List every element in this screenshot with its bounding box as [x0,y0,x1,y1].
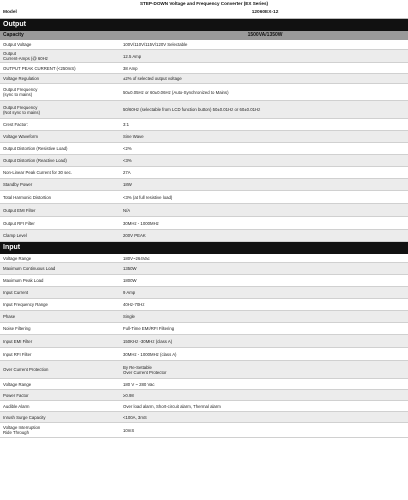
spec-row [0,131,408,143]
spec-row [0,323,408,335]
spec-row [0,254,408,263]
spec-value: 200V PEAK [123,233,146,238]
spec-row [0,40,408,50]
spec-label: Output Voltage [3,42,32,47]
spec-label: Voltage Waveform [3,134,38,139]
spec-row [0,275,408,287]
spec-row [0,263,408,275]
model-label: Model [3,10,17,15]
spec-row [0,361,408,379]
spec-value: <100A, 3mS [123,414,147,420]
spec-value: 50±0.05Hz or 60±0.06Hz (Auto-Synchronized to Mains) [123,89,229,95]
spec-value: 150KHz -30MHz (class A) [123,338,173,344]
spec-row [0,179,408,191]
spec-label: Audible Alarm [3,403,30,409]
spec-row [0,423,408,438]
spec-row [0,63,408,74]
spec-row [0,143,408,155]
spec-value: 30MHz - 1000MHz (class A) [123,351,177,357]
spec-row [0,155,408,167]
spec-label: Output RFI Filter [3,220,35,226]
spec-value: <3% [123,158,132,163]
spec-label: Input Current [3,290,29,295]
capacity-row [0,31,408,40]
spec-label: Maximum Continuous Load [3,266,56,271]
spec-value: By Re-Settable Over Current Protector [123,364,167,375]
spec-label: Input EMI Filter [3,338,33,344]
spec-value: 180 V ~ 280 Vac [123,381,155,387]
spec-row [0,101,408,119]
spec-label: Inrush Surge Capacity [3,414,46,420]
spec-row [0,390,408,401]
spec-label: Voltage Range [3,381,32,387]
capacity-label: Capacity [3,32,24,38]
spec-row [0,311,408,323]
spec-label: Input Frequency Range [3,302,48,307]
spec-label: Input RFI Filter [3,351,32,357]
spec-value: 18W [123,182,132,187]
spec-value: <3% (at full resistive load) [123,194,173,200]
spec-value: 12.5 Amp [123,53,142,59]
spec-value: ≥0.98 [123,392,134,398]
spec-value: 40Hz-70Hz [123,302,145,307]
spec-row [0,84,408,101]
spec-value: 1800W [123,278,137,283]
capacity-value: 1500VA/1350W [247,32,283,38]
spec-label: Over Current Protection [3,367,49,372]
spec-row [0,191,408,204]
spec-label: Crest Factor: [3,122,28,127]
spec-value: Full-Time EMI/RFI Filtering [123,326,175,331]
spec-value: 1350W [123,266,137,271]
input-section-heading: Input [0,242,408,254]
spec-label: Output Distortion (Reactive Load) [3,158,67,163]
spec-row [0,204,408,217]
spec-label: Output Current-Amps (@ 60Hz [3,51,48,61]
spec-label: Voltage Interruption Ride Through [3,425,41,435]
spec-row [0,412,408,423]
spec-value: Sine Wave [123,134,144,139]
spec-label: Power Factor [3,392,29,398]
spec-value: Single [123,314,135,319]
spec-value: 9 Amp [123,290,136,295]
spec-value: ±2% of selected output voltage [123,76,182,81]
spec-value: <2% [123,146,132,151]
spec-label: Clamp Level [3,233,27,238]
page-title: STEP-DOWN Voltage and Frequency Converter (EX Series) [139,1,269,6]
spec-row [0,335,408,348]
spec-row [0,379,408,390]
spec-row [0,287,408,299]
spec-row [0,230,408,242]
spec-label: Non-Linear Peak Current for 30 sec. [3,170,73,175]
spec-label: Standby Power [3,182,33,187]
spec-value: Over load alarm, Short-circuit alarm, Thermal alarm [123,403,221,409]
spec-label: Noise Filtering [3,326,31,331]
spec-label: Phase [3,314,16,319]
spec-row [0,119,408,131]
spec-value: 30MHz - 1000MHz [123,220,159,226]
output-section-heading: Output [0,19,408,31]
spec-label: Total Harmonic Distortion [3,194,51,200]
spec-label: Output Frequency (sync to mains) [3,87,38,97]
spec-value: N/A [123,207,131,213]
output-spec-table [0,40,408,242]
spec-value: 10mS [123,427,135,433]
spec-label: Output Frequency (Not sync to mains) [3,104,41,115]
model-row [0,8,408,19]
spec-label: Voltage Range [3,255,32,261]
spec-value: 180V~264Vac [123,255,150,261]
model-value: 12060EX-12 [251,10,279,15]
spec-label: Output EMI Filter [3,207,36,213]
spec-row [0,50,408,63]
spec-row [0,167,408,179]
spec-value: 3:1 [123,122,129,127]
spec-row [0,74,408,84]
spec-value: 38 Amp [123,65,138,71]
spec-label: Maximum Peak Load [3,278,44,283]
spec-value: 100V/110V/115V/120V Selectable [123,42,188,47]
spec-label: OUTPUT PEAK CURRENT (<250mS) [3,65,76,71]
spec-row [0,217,408,230]
spec-row [0,299,408,311]
spec-row [0,348,408,361]
spec-value: 27A [123,170,131,175]
spec-row [0,401,408,412]
spec-label: Voltage Regulation [3,76,40,81]
spec-value: 50/60Hz (selectable from LCD function button) 50±0.01Hz or 60±0.01Hz [123,107,261,112]
input-spec-table [0,254,408,438]
spec-label: Output Distortion (Resistive Load) [3,146,68,151]
